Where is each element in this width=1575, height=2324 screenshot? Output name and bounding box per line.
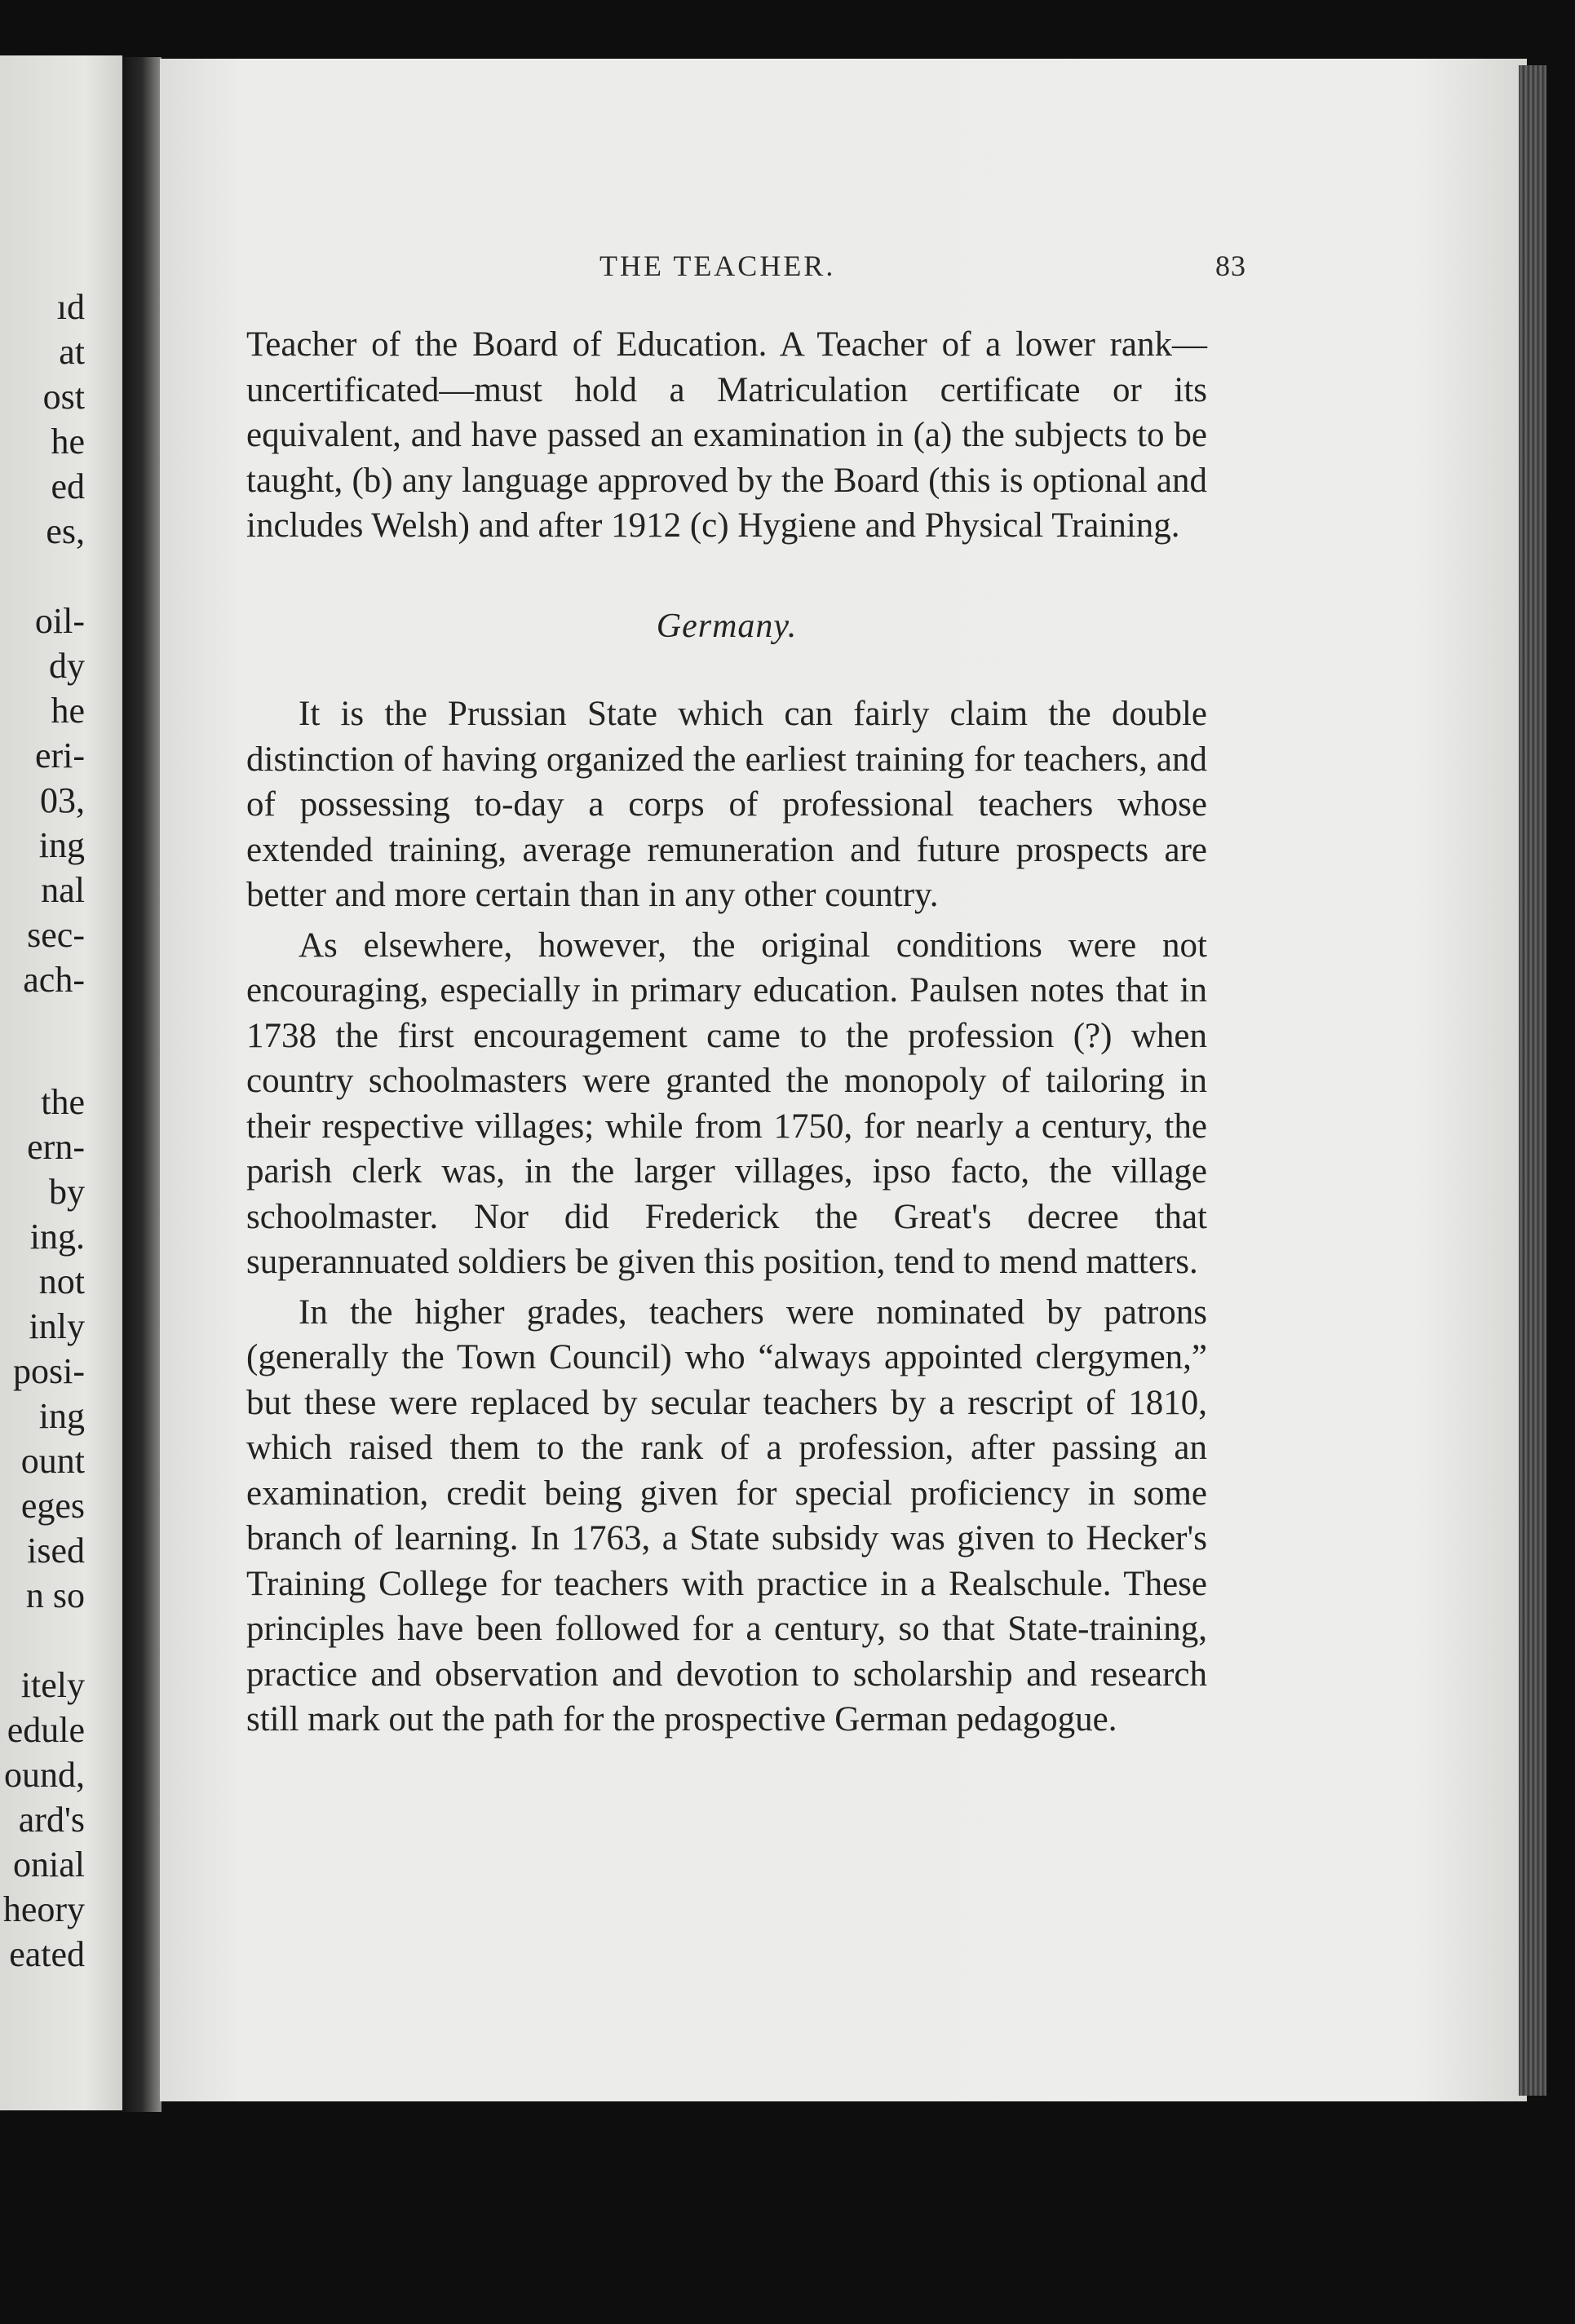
paragraph-continued: Teacher of the Board of Education. A Teacher of a lower rank—uncertificated—must hold a Matriculation certificate or its equivalent, and have passed an examination in (a) the subjects to be taught, (b) any language approved by the Board (this is optional and includes Welsh) and after 1912 (c) Hygiene and Physical Training. (246, 325, 1207, 545)
facing-page-line-fragment: dy (49, 646, 85, 686)
facing-page-line-fragment: the (41, 1082, 85, 1122)
facing-page-line-fragment: ard's (18, 1800, 85, 1840)
facing-page-line-fragment: not (38, 1261, 85, 1301)
facing-page-line-fragment: ach- (23, 960, 85, 1000)
page-number: 83 (1215, 250, 1246, 282)
facing-page-line-fragment: by (49, 1172, 85, 1212)
facing-page-line-fragment: eated (9, 1934, 85, 1974)
section-heading: Germany. (656, 607, 798, 645)
facing-page-line-fragment: n so (25, 1575, 85, 1615)
facing-page-line-fragment: at (59, 332, 85, 372)
gutter-shadow (122, 57, 161, 2112)
paragraph-conditions: As elsewhere, however, the original conditions were not encouraging, especially in primary education. Paulsen notes that in 1738 the first encouragement came to the profession (?) when country schoolmasters were granted the monopoly of tailoring in their respective villages; while from 1750, for nearly a century, the parish clerk was, in the larger villages, ipso facto, the village schoolmaster. Nor did Frederick the Great's decree that superannuated soldiers be given this position, tend to mend matters. (246, 926, 1207, 1281)
facing-page-line-fragment: he (51, 422, 85, 462)
facing-page-line-fragment: eri- (34, 736, 85, 775)
facing-page-fragment (0, 55, 122, 2110)
facing-page-line-fragment: ost (42, 377, 85, 417)
facing-page-line-fragment: ed (51, 466, 85, 506)
facing-page-line-fragment: he (51, 691, 85, 731)
facing-page-line-fragment: inly (29, 1306, 85, 1346)
facing-page-line-fragment: ing (38, 825, 85, 865)
facing-page-line-fragment: ing (38, 1396, 85, 1436)
facing-page-line-fragment: onial (13, 1845, 85, 1884)
facing-page-line-fragment: ount (20, 1441, 85, 1481)
facing-page-line-fragment: edule (7, 1710, 85, 1750)
facing-page-line-fragment: heory (2, 1889, 85, 1929)
facing-page-line-fragment: itely (20, 1665, 85, 1705)
facing-page-line-fragment: oil- (34, 601, 85, 641)
facing-page-line-fragment: ised (27, 1531, 85, 1571)
paragraph-higher-grades: In the higher grades, teachers were nominated by patrons (generally the Town Council) who “always appointed clergymen,” but these were replaced by secular teachers by a rescript of 1810, which raised them to the rank of a profession, after passing an examination, credit being given for special proficiency in some branch of learning. In 1763, a State subsidy was given to Hecker's Training College for teachers with practice in a Realschule. These principles have been followed for a century, so that State-training, practice and observation and devotion to scholarship and research still mark out the path for the prospective German pedagogue. (246, 1292, 1207, 1739)
facing-page-line-fragment: posi- (13, 1351, 85, 1391)
facing-page-line-fragment: es, (46, 511, 85, 551)
facing-page-line-fragment: sec- (27, 915, 85, 955)
facing-page-line-fragment: 03, (40, 780, 85, 820)
facing-page-line-fragment: ıd (56, 287, 85, 327)
facing-page-line-fragment: ound, (4, 1755, 85, 1795)
page-body (246, 322, 1207, 1743)
facing-page-line-fragment: eges (20, 1486, 85, 1526)
paragraph-prussia: It is the Prussian State which can fairly claim the double distinction of having organized the earliest training for teachers, and of possessing to-day a corps of professional teachers whose extended training, average remuneration and future prospects are better and more certain than in any other country. (246, 695, 1207, 914)
page-edge (1519, 65, 1546, 2096)
facing-page-line-fragment: ern- (27, 1127, 85, 1167)
facing-page-line-fragment: ing. (29, 1217, 85, 1257)
running-title: THE TEACHER. (599, 250, 836, 282)
facing-page-line-fragment: nal (41, 870, 85, 910)
